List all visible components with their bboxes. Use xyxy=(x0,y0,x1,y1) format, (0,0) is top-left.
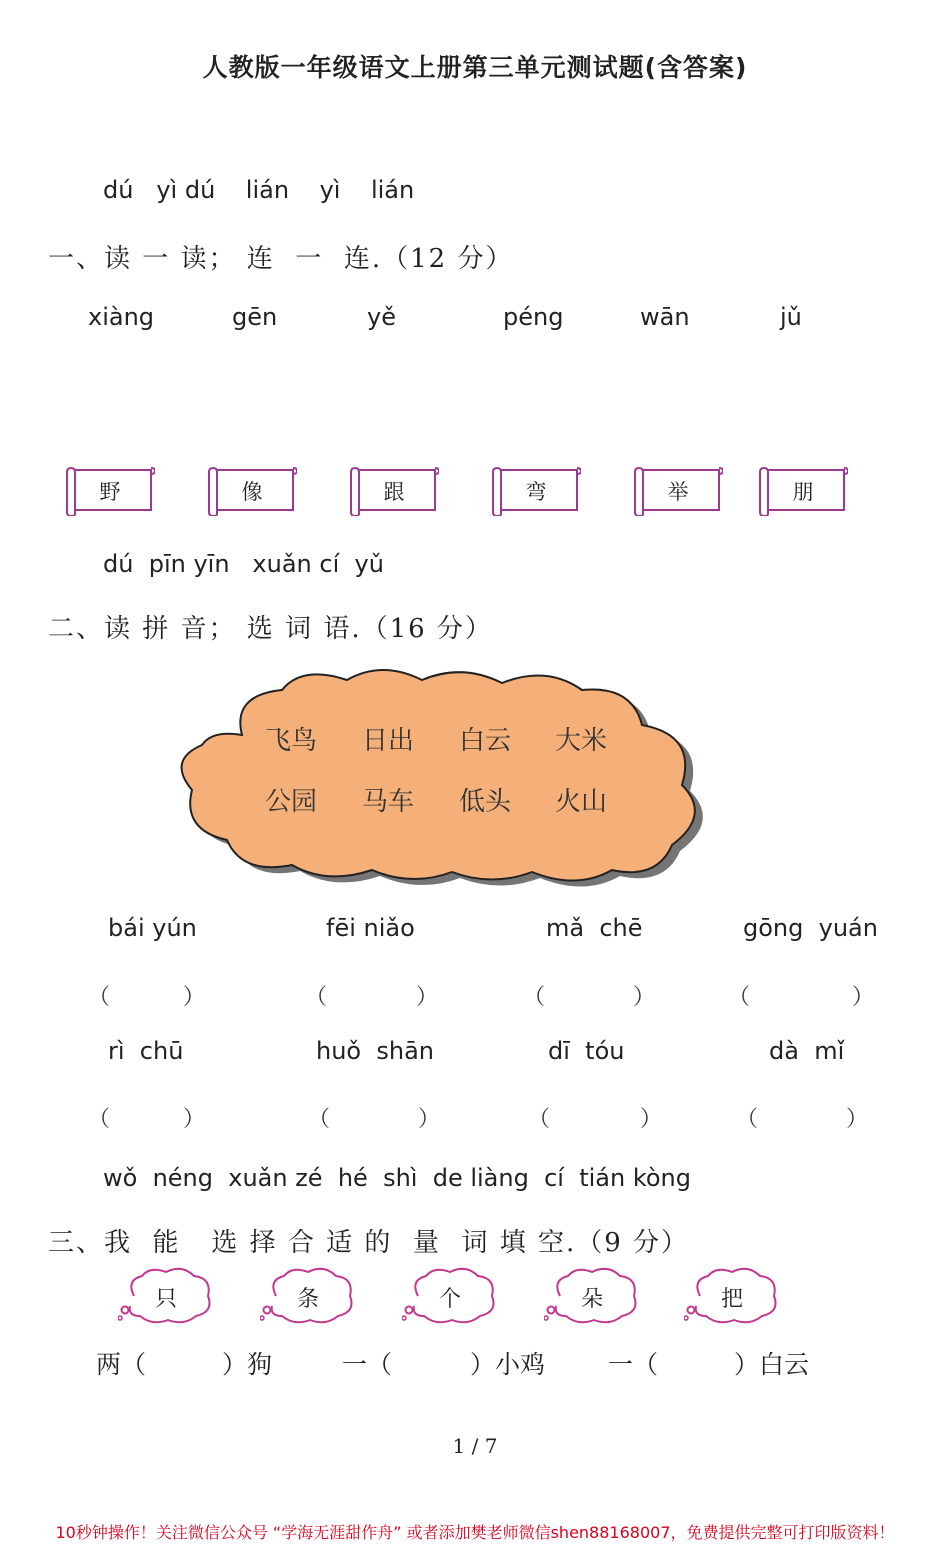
blank-open: （ xyxy=(88,1107,111,1132)
syllable-5: wān xyxy=(640,303,690,331)
blank-open: （ xyxy=(305,985,328,1010)
card-character: 举 xyxy=(667,480,689,504)
cloud-shape-icon xyxy=(172,665,772,890)
section1-pinyin: dú yì dú lián yì lián xyxy=(103,176,415,204)
card-character: 朋 xyxy=(792,480,814,504)
cloud-word-2: 日出 xyxy=(362,726,415,756)
promo-footer: 10秒钟操作！关注微信公众号 “学海无涯甜作舟” 或者添加樊老师微信shen88168007，免费提供完整可打印版资料！ xyxy=(55,1523,895,1542)
blank-close: ） xyxy=(852,985,875,1010)
measure-word-bubble-2 xyxy=(260,1266,356,1328)
bubble-character: 朵 xyxy=(580,1286,603,1312)
blank-close: ） xyxy=(633,985,656,1010)
section1-heading: 一、读 一 读； 连 一 连.（12 分） xyxy=(48,244,514,274)
cloud-word-8: 火山 xyxy=(555,787,608,817)
cloud-word-1: 飞鸟 xyxy=(265,726,318,756)
blank-open: （ xyxy=(88,985,111,1010)
blank-open: （ xyxy=(728,985,751,1010)
pinyin-gong-yuan: gōng yuán xyxy=(743,914,878,942)
cloud-word-4: 大米 xyxy=(555,726,608,756)
pinyin-bai-yun: bái yún xyxy=(108,914,197,942)
measure-word-bubble-3 xyxy=(402,1266,498,1328)
word-cloud xyxy=(172,665,772,890)
page-number: 1 / 7 xyxy=(452,1434,498,1458)
section3-pinyin: wǒ néng xuǎn zé hé shì de liàng cí tián kòng xyxy=(103,1164,691,1192)
section2-heading: 二、读 拼 音； 选 词 语.（16 分） xyxy=(48,614,493,644)
page-title: 人教版一年级语文上册第三单元测试题(含答案) xyxy=(202,53,748,82)
bubble-character: 条 xyxy=(296,1286,319,1312)
cloud-word-3: 白云 xyxy=(459,726,512,756)
blank-open: （ xyxy=(528,1107,551,1132)
pinyin-di-tou: dī tóu xyxy=(548,1037,625,1065)
pinyin-ma-che: mǎ chē xyxy=(546,914,643,942)
syllable-2: gēn xyxy=(232,303,278,331)
fill-blank-3-pre: 一（ xyxy=(608,1350,659,1379)
cloud-word-7: 低头 xyxy=(459,787,512,817)
cloud-word-6: 马车 xyxy=(362,787,415,817)
blank-open: （ xyxy=(736,1107,759,1132)
blank-close: ） xyxy=(416,985,439,1010)
syllable-1: xiàng xyxy=(88,303,155,331)
measure-word-bubble-1 xyxy=(118,1266,214,1328)
scroll-card-3 xyxy=(349,466,439,516)
pinyin-huo-shan: huǒ shān xyxy=(316,1037,434,1065)
blank-open: （ xyxy=(523,985,546,1010)
scroll-card-1 xyxy=(65,466,155,516)
pinyin-fei-niao: fēi niǎo xyxy=(326,914,415,942)
scroll-card-2 xyxy=(207,466,297,516)
bubble-character: 只 xyxy=(154,1286,177,1312)
bubble-character: 个 xyxy=(438,1286,461,1312)
section3-heading: 三、我 能 选 择 合 适 的 量 词 填 空.（9 分） xyxy=(48,1228,690,1258)
cloud-word-5: 公园 xyxy=(265,787,318,817)
syllable-4: péng xyxy=(503,303,564,331)
syllable-6: jǔ xyxy=(780,303,802,331)
blank-open: （ xyxy=(308,1107,331,1132)
fill-blank-2-post: ）小鸡 xyxy=(470,1350,546,1379)
fill-blank-3-post: ）白云 xyxy=(734,1350,810,1379)
fill-blank-2-pre: 一（ xyxy=(342,1350,393,1379)
pinyin-da-mi: dà mǐ xyxy=(769,1037,845,1065)
section2-pinyin: dú pīn yīn xuǎn cí yǔ xyxy=(103,550,384,578)
measure-word-bubble-4 xyxy=(544,1266,640,1328)
blank-close: ） xyxy=(183,1107,206,1132)
blank-close: ） xyxy=(418,1107,441,1132)
scroll-card-6 xyxy=(758,466,848,516)
card-character: 弯 xyxy=(525,480,547,504)
syllable-3: yě xyxy=(367,303,396,331)
measure-word-bubble-5 xyxy=(684,1266,780,1328)
scroll-card-4 xyxy=(491,466,581,516)
pinyin-ri-chu: rì chū xyxy=(108,1037,184,1065)
scroll-card-5 xyxy=(633,466,723,516)
card-character: 跟 xyxy=(383,480,405,504)
card-character: 像 xyxy=(241,480,263,504)
bubble-character: 把 xyxy=(720,1286,743,1312)
blank-close: ） xyxy=(640,1107,663,1132)
blank-close: ） xyxy=(183,985,206,1010)
card-character: 野 xyxy=(99,480,121,504)
fill-blank-1-post: ）狗 xyxy=(222,1350,273,1379)
fill-blank-1-pre: 两（ xyxy=(96,1350,147,1379)
blank-close: ） xyxy=(846,1107,869,1132)
